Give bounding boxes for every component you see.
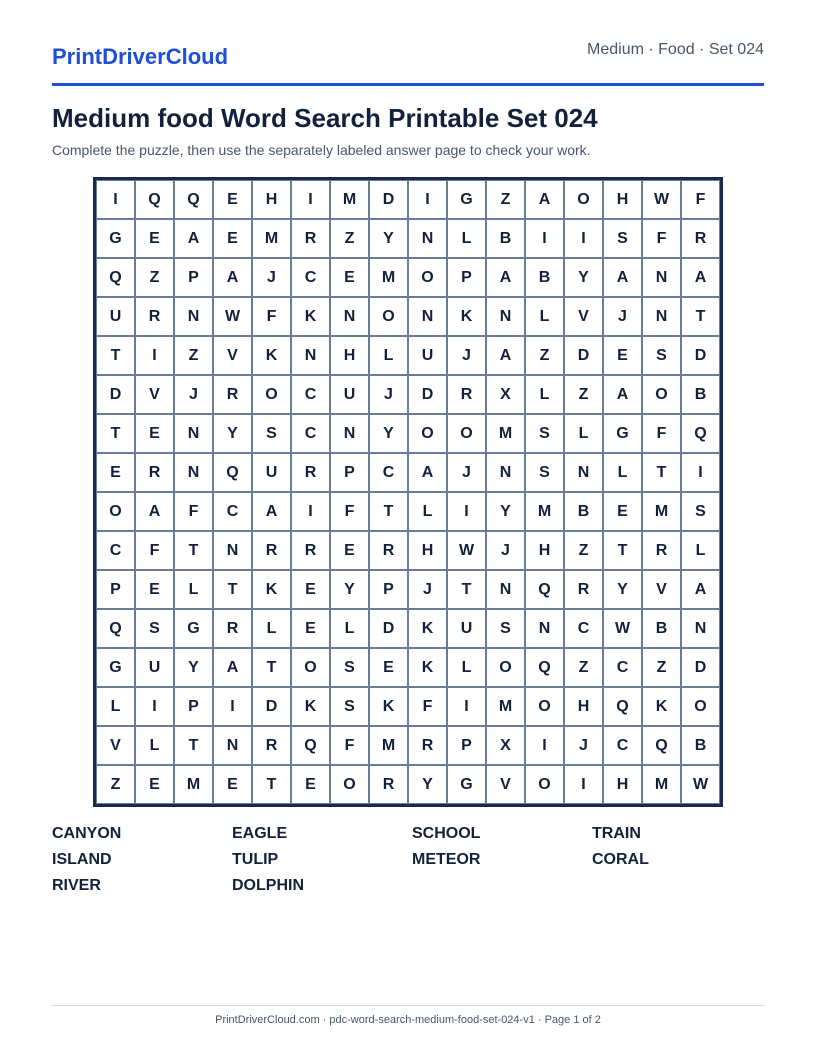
grid-cell: K <box>252 336 291 375</box>
grid-cell: O <box>681 687 720 726</box>
grid-cell: E <box>96 453 135 492</box>
grid-cell: Q <box>213 453 252 492</box>
grid-cell: Y <box>564 258 603 297</box>
word-list-item: TULIP <box>232 851 279 868</box>
grid-cell: Z <box>135 258 174 297</box>
grid-cell: Z <box>486 180 525 219</box>
grid-cell: H <box>603 765 642 804</box>
grid-cell: K <box>252 570 291 609</box>
word-search-grid <box>93 177 723 807</box>
grid-cell: O <box>408 414 447 453</box>
grid-cell: W <box>213 297 252 336</box>
grid-cell: Z <box>330 219 369 258</box>
grid-cell: N <box>174 414 213 453</box>
grid-cell: B <box>642 609 681 648</box>
grid-cell: Q <box>174 180 213 219</box>
grid-cell: X <box>486 726 525 765</box>
grid-cell: M <box>642 492 681 531</box>
grid-cell: Y <box>369 414 408 453</box>
grid-cell: C <box>291 258 330 297</box>
grid-cell: B <box>564 492 603 531</box>
grid-cell: G <box>603 414 642 453</box>
grid-cell: R <box>135 297 174 336</box>
grid-cell: U <box>252 453 291 492</box>
grid-cell: Z <box>96 765 135 804</box>
grid-cell: P <box>330 453 369 492</box>
grid-cell: M <box>642 765 681 804</box>
grid-cell: F <box>681 180 720 219</box>
word-list-item: SCHOOL <box>412 825 481 842</box>
grid-cell: N <box>213 726 252 765</box>
grid-cell: E <box>603 492 642 531</box>
grid-cell: W <box>603 609 642 648</box>
grid-cell: D <box>252 687 291 726</box>
breadcrumb: Medium · Food · Set 024 <box>587 41 764 58</box>
grid-cell: U <box>96 297 135 336</box>
grid-cell: R <box>213 609 252 648</box>
page-header <box>52 0 764 86</box>
grid-cell: F <box>174 492 213 531</box>
grid-cell: S <box>252 414 291 453</box>
grid-cell: I <box>135 687 174 726</box>
grid-cell: R <box>681 219 720 258</box>
grid-cell: C <box>564 609 603 648</box>
grid-cell: A <box>603 375 642 414</box>
grid-cell: M <box>369 258 408 297</box>
grid-cell: A <box>681 258 720 297</box>
grid-cell: L <box>525 297 564 336</box>
grid-cell: I <box>525 726 564 765</box>
grid-cell: C <box>369 453 408 492</box>
grid-cell: O <box>642 375 681 414</box>
grid-cell: J <box>369 375 408 414</box>
grid-cell: O <box>291 648 330 687</box>
grid-cell: M <box>486 414 525 453</box>
grid-cell: S <box>330 687 369 726</box>
grid-cell: Y <box>603 570 642 609</box>
grid-cell: E <box>135 765 174 804</box>
word-list-item: EAGLE <box>232 825 288 842</box>
grid-cell: P <box>96 570 135 609</box>
grid-cell: O <box>564 180 603 219</box>
grid-cell: L <box>525 375 564 414</box>
grid-cell: E <box>213 219 252 258</box>
grid-cell: L <box>447 219 486 258</box>
grid-cell: N <box>564 453 603 492</box>
grid-cell: A <box>486 336 525 375</box>
grid-cell: N <box>174 453 213 492</box>
grid-cell: K <box>642 687 681 726</box>
grid-cell: J <box>603 297 642 336</box>
grid-cell: W <box>681 765 720 804</box>
grid-cell: O <box>96 492 135 531</box>
grid-cell: C <box>291 375 330 414</box>
grid-cell: W <box>642 180 681 219</box>
grid-cell: E <box>135 219 174 258</box>
grid-cell: L <box>96 687 135 726</box>
grid-cell: T <box>213 570 252 609</box>
grid-cell: Y <box>486 492 525 531</box>
grid-cell: K <box>408 648 447 687</box>
grid-cell: T <box>603 531 642 570</box>
grid-cell: L <box>369 336 408 375</box>
grid-cell: W <box>447 531 486 570</box>
grid-cell: M <box>330 180 369 219</box>
grid-cell: I <box>525 219 564 258</box>
grid-cell: N <box>642 297 681 336</box>
grid-cell: E <box>213 765 252 804</box>
footer-divider <box>52 1005 764 1006</box>
grid-cell: D <box>564 336 603 375</box>
grid-cell: C <box>213 492 252 531</box>
grid-cell: O <box>447 414 486 453</box>
grid-cell: E <box>369 648 408 687</box>
grid-cell: P <box>447 258 486 297</box>
grid-cell: N <box>408 219 447 258</box>
grid-cell: A <box>213 258 252 297</box>
grid-cell: T <box>96 414 135 453</box>
grid-cell: V <box>96 726 135 765</box>
grid-cell: I <box>291 180 330 219</box>
grid-cell: N <box>486 570 525 609</box>
grid-cell: H <box>330 336 369 375</box>
grid-cell: P <box>174 687 213 726</box>
word-list-item: RIVER <box>52 877 101 894</box>
grid-cell: I <box>447 492 486 531</box>
grid-cell: V <box>135 375 174 414</box>
grid-cell: N <box>330 414 369 453</box>
instructions-text: Complete the puzzle, then use the separately labeled answer page to check your work. <box>52 142 591 158</box>
grid-cell: E <box>603 336 642 375</box>
grid-cell: Q <box>96 609 135 648</box>
grid-cell: F <box>642 219 681 258</box>
grid-cell: R <box>369 765 408 804</box>
grid-cell: J <box>252 258 291 297</box>
grid-cell: H <box>564 687 603 726</box>
word-list-item: CANYON <box>52 825 122 842</box>
grid-cell: O <box>525 765 564 804</box>
grid-cell: Y <box>408 765 447 804</box>
grid-cell: F <box>330 492 369 531</box>
grid-cell: S <box>603 219 642 258</box>
grid-cell: N <box>174 297 213 336</box>
grid-cell: V <box>486 765 525 804</box>
word-list <box>52 825 772 903</box>
grid-cell: Q <box>681 414 720 453</box>
grid-cell: J <box>564 726 603 765</box>
grid-cell: U <box>330 375 369 414</box>
grid-cell: G <box>447 765 486 804</box>
grid-cell: R <box>291 531 330 570</box>
grid-cell: O <box>330 765 369 804</box>
grid-cell: I <box>681 453 720 492</box>
grid-cell: U <box>447 609 486 648</box>
grid-cell: I <box>408 180 447 219</box>
grid-cell: A <box>252 492 291 531</box>
grid-cell: F <box>252 297 291 336</box>
grid-cell: Q <box>291 726 330 765</box>
grid-cell: P <box>447 726 486 765</box>
grid-cell: M <box>369 726 408 765</box>
grid-cell: V <box>564 297 603 336</box>
grid-cell: H <box>525 531 564 570</box>
grid-cell: H <box>408 531 447 570</box>
grid-cell: N <box>408 297 447 336</box>
grid-cell: D <box>408 375 447 414</box>
grid-cell: M <box>252 219 291 258</box>
grid-cell: R <box>408 726 447 765</box>
grid-cell: A <box>486 258 525 297</box>
grid-cell: T <box>174 726 213 765</box>
grid-cell: P <box>174 258 213 297</box>
grid-cell: I <box>564 219 603 258</box>
grid-cell: T <box>252 648 291 687</box>
grid-cell: S <box>330 648 369 687</box>
grid-cell: L <box>408 492 447 531</box>
grid-cell: I <box>135 336 174 375</box>
grid-cell: O <box>525 687 564 726</box>
grid-cell: Z <box>564 648 603 687</box>
grid-cell: R <box>252 726 291 765</box>
grid-cell: J <box>408 570 447 609</box>
grid-cell: V <box>642 570 681 609</box>
grid-cell: A <box>213 648 252 687</box>
grid-cell: O <box>408 258 447 297</box>
grid-cell: N <box>642 258 681 297</box>
grid-cell: S <box>135 609 174 648</box>
grid-cell: G <box>96 648 135 687</box>
grid-cell: J <box>447 453 486 492</box>
grid-cell: A <box>681 570 720 609</box>
grid-cell: B <box>486 219 525 258</box>
grid-cell: L <box>252 609 291 648</box>
grid-cell: T <box>642 453 681 492</box>
grid-cell: S <box>642 336 681 375</box>
grid-cell: E <box>213 180 252 219</box>
grid-cell: L <box>330 609 369 648</box>
grid-cell: L <box>681 531 720 570</box>
grid-cell: R <box>213 375 252 414</box>
grid-cell: L <box>135 726 174 765</box>
grid-cell: L <box>603 453 642 492</box>
grid-cell: D <box>681 336 720 375</box>
grid-cell: Q <box>96 258 135 297</box>
grid-cell: L <box>174 570 213 609</box>
header-divider <box>52 83 764 86</box>
grid-cell: P <box>369 570 408 609</box>
grid-cell: N <box>525 609 564 648</box>
grid-cell: M <box>174 765 213 804</box>
grid-cell: M <box>486 687 525 726</box>
grid-cell: R <box>252 531 291 570</box>
word-list-item: DOLPHIN <box>232 877 304 894</box>
grid-cell: R <box>135 453 174 492</box>
grid-cell: E <box>330 531 369 570</box>
grid-cell: S <box>525 414 564 453</box>
grid-cell: F <box>135 531 174 570</box>
grid-cell: C <box>603 648 642 687</box>
grid-cell: L <box>564 414 603 453</box>
grid-cell: H <box>603 180 642 219</box>
grid-cell: Z <box>642 648 681 687</box>
grid-cell: O <box>252 375 291 414</box>
grid-cell: Z <box>525 336 564 375</box>
grid-cell: S <box>681 492 720 531</box>
grid-cell: T <box>174 531 213 570</box>
grid-cell: F <box>408 687 447 726</box>
grid-cell: A <box>603 258 642 297</box>
grid-cell: S <box>486 609 525 648</box>
grid-cell: U <box>135 648 174 687</box>
grid-cell: D <box>681 648 720 687</box>
grid-cell: J <box>486 531 525 570</box>
grid-cell: R <box>291 219 330 258</box>
grid-cell: V <box>213 336 252 375</box>
grid-cell: F <box>330 726 369 765</box>
grid-cell: S <box>525 453 564 492</box>
grid-cell: F <box>642 414 681 453</box>
grid-cell: R <box>564 570 603 609</box>
grid-cell: G <box>174 609 213 648</box>
grid-cell: B <box>525 258 564 297</box>
grid-cell: Y <box>174 648 213 687</box>
grid-cell: D <box>369 180 408 219</box>
grid-cell: C <box>96 531 135 570</box>
grid-cell: B <box>681 375 720 414</box>
word-list-item: METEOR <box>412 851 481 868</box>
grid-cell: T <box>369 492 408 531</box>
grid-cell: Z <box>564 375 603 414</box>
grid-cell: E <box>330 258 369 297</box>
grid-cell: E <box>135 414 174 453</box>
brand-logo: PrintDriverCloud <box>52 44 229 69</box>
grid-cell: L <box>447 648 486 687</box>
grid-cell: N <box>486 297 525 336</box>
grid-cell: T <box>681 297 720 336</box>
grid-cell: Y <box>369 219 408 258</box>
grid-cell: Y <box>213 414 252 453</box>
page-title: Medium food Word Search Printable Set 024 <box>52 103 598 133</box>
grid-cell: I <box>213 687 252 726</box>
grid-cell: K <box>408 609 447 648</box>
grid-cell: A <box>135 492 174 531</box>
grid-cell: T <box>447 570 486 609</box>
grid-cell: I <box>564 765 603 804</box>
grid-cell: K <box>291 687 330 726</box>
grid-cell: I <box>96 180 135 219</box>
grid-cell: O <box>369 297 408 336</box>
grid-cell: N <box>291 336 330 375</box>
grid-cell: E <box>291 570 330 609</box>
grid-cell: G <box>447 180 486 219</box>
grid-cell: B <box>681 726 720 765</box>
word-list-item: CORAL <box>592 851 649 868</box>
grid-cell: N <box>486 453 525 492</box>
grid-cell: X <box>486 375 525 414</box>
grid-cell: T <box>96 336 135 375</box>
grid-cell: E <box>135 570 174 609</box>
grid-cell: N <box>330 297 369 336</box>
grid-cell: K <box>291 297 330 336</box>
grid-cell: K <box>447 297 486 336</box>
grid-cell: A <box>174 219 213 258</box>
grid-cell: Y <box>330 570 369 609</box>
grid-cell: Q <box>525 570 564 609</box>
word-list-item: ISLAND <box>52 851 112 868</box>
grid-cell: R <box>291 453 330 492</box>
grid-cell: O <box>486 648 525 687</box>
grid-cell: D <box>96 375 135 414</box>
grid-cell: Q <box>642 726 681 765</box>
grid-cell: Q <box>525 648 564 687</box>
grid-cell: I <box>291 492 330 531</box>
grid-cell: C <box>291 414 330 453</box>
grid-cell: G <box>96 219 135 258</box>
grid-cell: R <box>447 375 486 414</box>
grid-cell: N <box>681 609 720 648</box>
grid-cell: M <box>525 492 564 531</box>
grid-cell: E <box>291 609 330 648</box>
grid-cell: C <box>603 726 642 765</box>
footer-text: PrintDriverCloud.com · pdc-word-search-medium-food-set-024-v1 · Page 1 of 2 <box>215 1014 601 1026</box>
grid-cell: Z <box>174 336 213 375</box>
grid-cell: E <box>291 765 330 804</box>
grid-cell: A <box>408 453 447 492</box>
grid-cell: U <box>408 336 447 375</box>
grid-cell: J <box>447 336 486 375</box>
grid-cell: J <box>174 375 213 414</box>
grid-cell: Q <box>603 687 642 726</box>
grid-cell: T <box>252 765 291 804</box>
grid-cell: N <box>213 531 252 570</box>
grid-cell: R <box>369 531 408 570</box>
grid-cell: K <box>369 687 408 726</box>
grid-cell: A <box>525 180 564 219</box>
grid-cell: R <box>642 531 681 570</box>
grid-cell: Z <box>564 531 603 570</box>
grid-cell: H <box>252 180 291 219</box>
word-list-item: TRAIN <box>592 825 641 842</box>
grid-cell: I <box>447 687 486 726</box>
grid-cell: Q <box>135 180 174 219</box>
grid-cell: D <box>369 609 408 648</box>
